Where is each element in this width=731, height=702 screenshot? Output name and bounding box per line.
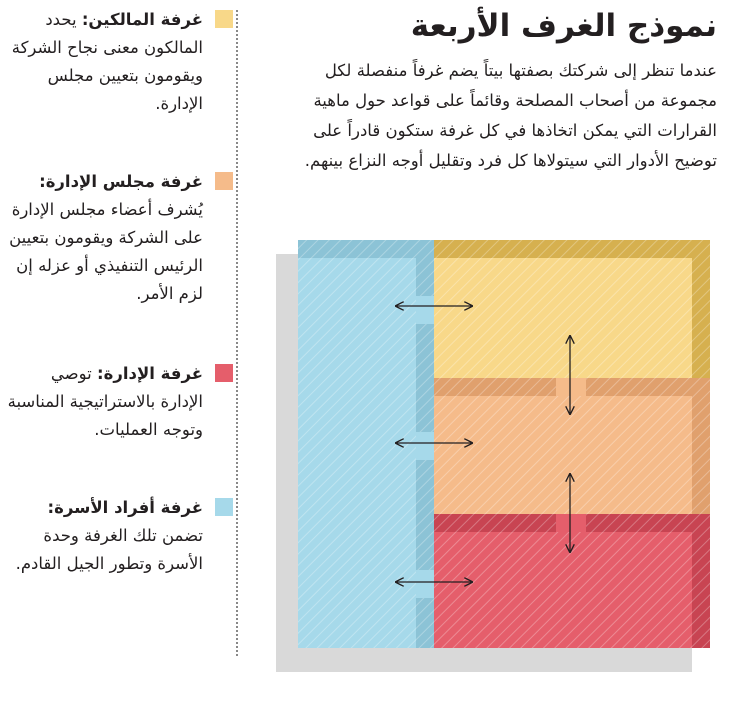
intro-paragraph: عندما تنظر إلى شركتك بصفتها بيتاً يضم غرفاً منفصلة لكل مجموعة من أصحاب المصلحة وقائماً على قواعد حول ماهية القرارات التي يمكن اتخاذها في كل غرفة ستكون قادراً على توضيح الأدوار التي سيتولاها كل فرد وتقليل أوجه النزاع بينهم.	[304, 61, 717, 170]
owners-room	[434, 240, 710, 378]
door-family-management	[416, 570, 434, 598]
board-room	[434, 378, 710, 514]
legend-label: غرفة الإدارة:	[97, 364, 203, 383]
column-divider	[236, 10, 238, 656]
diagram-title: نموذج الغرف الأربعة	[410, 8, 717, 44]
legend-label: غرفة مجلس الإدارة:	[39, 172, 203, 191]
legend-text: توصي الإدارة بالاستراتيجية المناسبة وتوجه العمليات.	[7, 364, 203, 439]
legend-label: غرفة المالكين:	[81, 10, 203, 29]
legend-swatch-family	[215, 498, 233, 516]
legend-swatch-board	[215, 172, 233, 190]
door-owners-board	[556, 378, 586, 396]
legend-swatch-owners	[215, 10, 233, 28]
legend-item-board	[7, 168, 203, 308]
family-room	[298, 240, 434, 648]
legend-item-owners	[7, 6, 203, 118]
legend-item-management	[7, 360, 203, 444]
legend-swatch-management	[215, 364, 233, 382]
four-rooms-diagram	[276, 236, 716, 676]
legend-text: يحدد المالكون معنى نجاح الشركة ويقومون بتعيين مجلس الإدارة.	[11, 10, 203, 113]
legend-item-family	[7, 494, 203, 578]
door-family-board	[416, 432, 434, 460]
door-board-management	[556, 514, 586, 532]
door-family-owners	[416, 296, 434, 324]
legend-text: يُشرف أعضاء مجلس الإدارة على الشركة ويقومون بتعيين الرئيس التنفيذي أو عزله إن لزم الأمر.	[9, 200, 203, 303]
legend-text: تضمن تلك الغرفة وحدة الأسرة وتطور الجيل القادم.	[15, 526, 203, 573]
legend-label: غرفة أفراد الأسرة:	[47, 498, 203, 517]
management-room	[434, 514, 710, 648]
